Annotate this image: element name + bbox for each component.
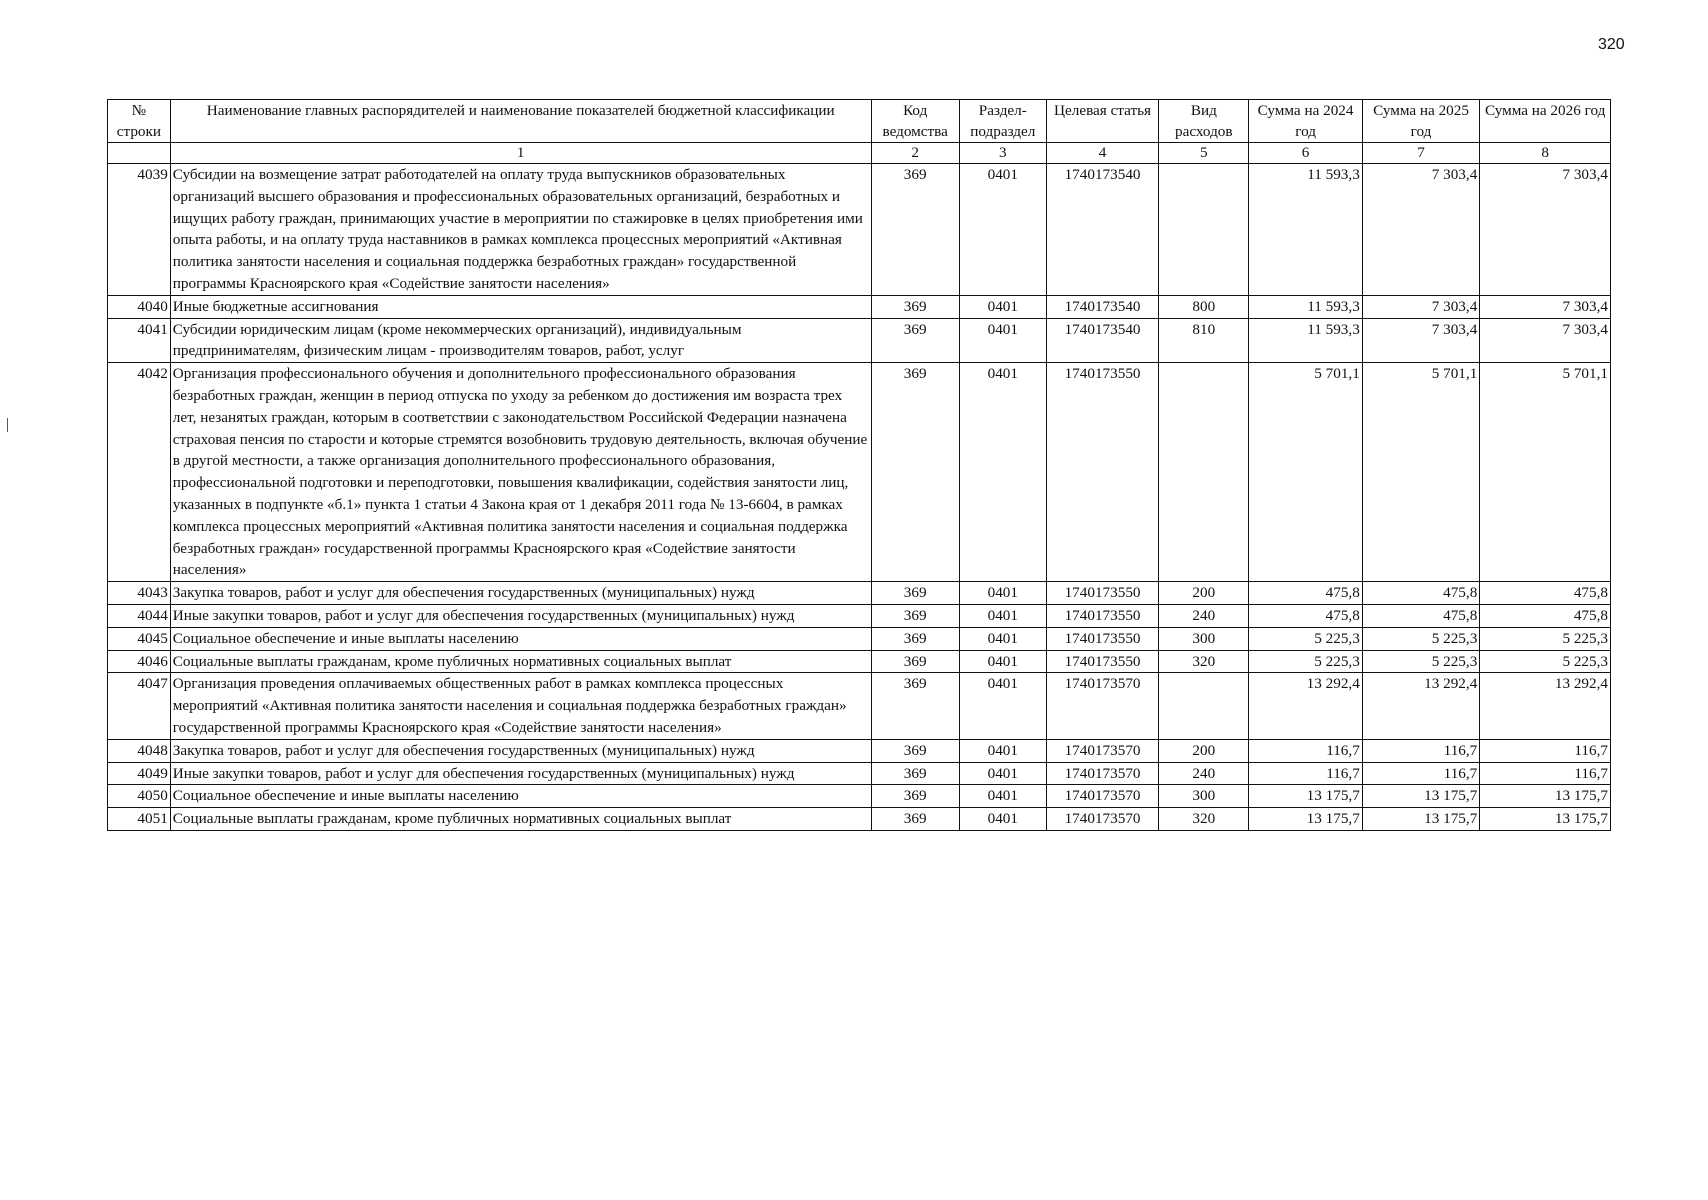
header-sum-2026: Сумма на 2026 год	[1480, 100, 1611, 143]
item-name: Субсидии на возмещение затрат работодателей на оплату труда выпускников образовательных организаций высшего образования и профессиональных образовательных организаций, безработных и ищущих работу граждан, принимающих участие в мероприятии по стажировке в целях приобретения ими опыта работы, и на оплату труда наставников в рамках комплекса процессных мероприятий «Активная политика занятости населения и социальная поддержка безработных граждан» государственной программы Красноярского края «Содействие занятости населения»	[170, 164, 871, 296]
row-number: 4046	[108, 650, 171, 673]
table-row	[108, 739, 1611, 762]
target-article: 1740173550	[1046, 627, 1158, 650]
department-code: 369	[871, 582, 959, 605]
column-number: 8	[1480, 143, 1611, 164]
sum-2025: 13 292,4	[1362, 673, 1479, 739]
expense-type: 200	[1159, 739, 1249, 762]
header-name: Наименование главных распорядителей и наименование показателей бюджетной классификации	[170, 100, 871, 143]
section-code: 0401	[959, 785, 1046, 808]
department-code: 369	[871, 650, 959, 673]
section-code: 0401	[959, 363, 1046, 582]
expense-type	[1159, 673, 1249, 739]
table-header-row	[108, 100, 1611, 143]
table-row	[108, 318, 1611, 363]
sum-2025: 7 303,4	[1362, 295, 1479, 318]
department-code: 369	[871, 363, 959, 582]
page-number: 320	[1598, 36, 1625, 53]
sum-2024: 11 593,3	[1249, 164, 1362, 296]
department-code: 369	[871, 295, 959, 318]
expense-type: 800	[1159, 295, 1249, 318]
item-name: Организация профессионального обучения и дополнительного профессионального образования безработных граждан, женщин в период отпуска по уходу за ребенком до достижения им возраста трех лет, незанятых граждан, которым в соответствии с законодательством Российской Федерации назначена страховая пенсия по старости и которые стремятся возобновить трудовую деятельность, включая обучение в другой местности, а также организация дополнительного профессионального образования, профессиональной подготовки и переподготовки, повышения квалификации, содействия занятости лиц, указанных в подпункте «б.1» пункта 1 статьи 4 Закона края от 1 декабря 2011 года № 13-6604, в рамках комплекса процессных мероприятий «Активная политика занятости населения и социальная поддержка безработных граждан» государственной программы Красноярского края «Содействие занятости населения»	[170, 363, 871, 582]
item-name: Социальное обеспечение и иные выплаты населению	[170, 627, 871, 650]
row-number: 4050	[108, 785, 171, 808]
sum-2024: 11 593,3	[1249, 295, 1362, 318]
expense-type: 810	[1159, 318, 1249, 363]
header-sum-2025: Сумма на 2025 год	[1362, 100, 1479, 143]
row-number: 4048	[108, 739, 171, 762]
column-number: 7	[1362, 143, 1479, 164]
target-article: 1740173570	[1046, 785, 1158, 808]
row-number: 4043	[108, 582, 171, 605]
sum-2026: 7 303,4	[1480, 318, 1611, 363]
row-number: 4045	[108, 627, 171, 650]
column-number: 1	[170, 143, 871, 164]
sum-2024: 11 593,3	[1249, 318, 1362, 363]
item-name: Социальные выплаты гражданам, кроме публичных нормативных социальных выплат	[170, 808, 871, 831]
section-code: 0401	[959, 295, 1046, 318]
target-article: 1740173570	[1046, 673, 1158, 739]
sum-2026: 7 303,4	[1480, 164, 1611, 296]
sum-2026: 116,7	[1480, 762, 1611, 785]
expense-type: 320	[1159, 808, 1249, 831]
sum-2024: 5 225,3	[1249, 627, 1362, 650]
target-article: 1740173540	[1046, 295, 1158, 318]
column-number: 6	[1249, 143, 1362, 164]
section-code: 0401	[959, 808, 1046, 831]
sum-2026: 475,8	[1480, 604, 1611, 627]
table-row	[108, 650, 1611, 673]
sum-2026: 5 701,1	[1480, 363, 1611, 582]
department-code: 369	[871, 739, 959, 762]
header-section: Раздел-подраздел	[959, 100, 1046, 143]
department-code: 369	[871, 604, 959, 627]
expense-type: 300	[1159, 785, 1249, 808]
expense-type	[1159, 363, 1249, 582]
sum-2024: 13 292,4	[1249, 673, 1362, 739]
sum-2024: 5 701,1	[1249, 363, 1362, 582]
table-body	[108, 164, 1611, 831]
table-row	[108, 673, 1611, 739]
target-article: 1740173550	[1046, 582, 1158, 605]
row-number: 4047	[108, 673, 171, 739]
sum-2025: 5 225,3	[1362, 650, 1479, 673]
table-row	[108, 762, 1611, 785]
column-number: 3	[959, 143, 1046, 164]
item-name: Субсидии юридическим лицам (кроме некоммерческих организаций), индивидуальным предпринимателям, физическим лицам - производителям товаров, работ, услуг	[170, 318, 871, 363]
table-row	[108, 604, 1611, 627]
row-number: 4040	[108, 295, 171, 318]
item-name: Закупка товаров, работ и услуг для обеспечения государственных (муниципальных) нужд	[170, 582, 871, 605]
sum-2024: 475,8	[1249, 604, 1362, 627]
department-code: 369	[871, 762, 959, 785]
expense-type: 300	[1159, 627, 1249, 650]
budget-table	[107, 99, 1611, 831]
department-code: 369	[871, 785, 959, 808]
sum-2025: 475,8	[1362, 604, 1479, 627]
target-article: 1740173570	[1046, 739, 1158, 762]
sum-2024: 475,8	[1249, 582, 1362, 605]
header-sum-2024: Сумма на 2024 год	[1249, 100, 1362, 143]
row-number: 4041	[108, 318, 171, 363]
section-code: 0401	[959, 604, 1046, 627]
sum-2024: 116,7	[1249, 739, 1362, 762]
section-code: 0401	[959, 762, 1046, 785]
section-code: 0401	[959, 318, 1046, 363]
sum-2026: 475,8	[1480, 582, 1611, 605]
table-row	[108, 363, 1611, 582]
sum-2026: 5 225,3	[1480, 650, 1611, 673]
sum-2025: 116,7	[1362, 762, 1479, 785]
sum-2024: 5 225,3	[1249, 650, 1362, 673]
target-article: 1740173550	[1046, 650, 1158, 673]
target-article: 1740173540	[1046, 164, 1158, 296]
department-code: 369	[871, 673, 959, 739]
department-code: 369	[871, 164, 959, 296]
sum-2024: 13 175,7	[1249, 785, 1362, 808]
table-row	[108, 295, 1611, 318]
column-number-row	[108, 143, 1611, 164]
sum-2026: 13 175,7	[1480, 808, 1611, 831]
department-code: 369	[871, 627, 959, 650]
row-number: 4042	[108, 363, 171, 582]
sum-2026: 116,7	[1480, 739, 1611, 762]
row-number: 4039	[108, 164, 171, 296]
header-target-article: Целевая статья	[1046, 100, 1158, 143]
column-number: 4	[1046, 143, 1158, 164]
department-code: 369	[871, 318, 959, 363]
section-code: 0401	[959, 739, 1046, 762]
sum-2026: 13 175,7	[1480, 785, 1611, 808]
table-row	[108, 627, 1611, 650]
sum-2026: 13 292,4	[1480, 673, 1611, 739]
item-name: Иные закупки товаров, работ и услуг для обеспечения государственных (муниципальных) нужд	[170, 604, 871, 627]
column-number: 5	[1159, 143, 1249, 164]
sum-2025: 475,8	[1362, 582, 1479, 605]
header-row-number: № строки	[108, 100, 171, 143]
sum-2024: 13 175,7	[1249, 808, 1362, 831]
item-name: Иные бюджетные ассигнования	[170, 295, 871, 318]
item-name: Организация проведения оплачиваемых общественных работ в рамках комплекса процессных мероприятий «Активная политика занятости населения и социальная поддержка безработных граждан» государственной программы Красноярского края «Содействие занятости населения»	[170, 673, 871, 739]
header-department-code: Код ведомства	[871, 100, 959, 143]
department-code: 369	[871, 808, 959, 831]
table-row	[108, 785, 1611, 808]
sum-2025: 7 303,4	[1362, 164, 1479, 296]
expense-type	[1159, 164, 1249, 296]
sum-2025: 116,7	[1362, 739, 1479, 762]
sum-2025: 5 225,3	[1362, 627, 1479, 650]
section-code: 0401	[959, 164, 1046, 296]
target-article: 1740173550	[1046, 363, 1158, 582]
target-article: 1740173570	[1046, 762, 1158, 785]
header-expense-type: Вид расходов	[1159, 100, 1249, 143]
column-number	[108, 143, 171, 164]
section-code: 0401	[959, 650, 1046, 673]
sum-2026: 5 225,3	[1480, 627, 1611, 650]
sum-2025: 13 175,7	[1362, 785, 1479, 808]
target-article: 1740173550	[1046, 604, 1158, 627]
sum-2025: 5 701,1	[1362, 363, 1479, 582]
expense-type: 320	[1159, 650, 1249, 673]
sum-2025: 13 175,7	[1362, 808, 1479, 831]
table-row	[108, 582, 1611, 605]
item-name: Социальные выплаты гражданам, кроме публичных нормативных социальных выплат	[170, 650, 871, 673]
expense-type: 200	[1159, 582, 1249, 605]
table-row	[108, 808, 1611, 831]
sum-2026: 7 303,4	[1480, 295, 1611, 318]
section-code: 0401	[959, 582, 1046, 605]
expense-type: 240	[1159, 604, 1249, 627]
sum-2025: 7 303,4	[1362, 318, 1479, 363]
row-number: 4049	[108, 762, 171, 785]
row-number: 4044	[108, 604, 171, 627]
item-name: Закупка товаров, работ и услуг для обеспечения государственных (муниципальных) нужд	[170, 739, 871, 762]
item-name: Социальное обеспечение и иные выплаты населению	[170, 785, 871, 808]
section-code: 0401	[959, 627, 1046, 650]
target-article: 1740173570	[1046, 808, 1158, 831]
section-code: 0401	[959, 673, 1046, 739]
row-number: 4051	[108, 808, 171, 831]
expense-type: 240	[1159, 762, 1249, 785]
sum-2024: 116,7	[1249, 762, 1362, 785]
column-number: 2	[871, 143, 959, 164]
margin-mark	[7, 418, 8, 432]
item-name: Иные закупки товаров, работ и услуг для обеспечения государственных (муниципальных) нужд	[170, 762, 871, 785]
table-row	[108, 164, 1611, 296]
target-article: 1740173540	[1046, 318, 1158, 363]
